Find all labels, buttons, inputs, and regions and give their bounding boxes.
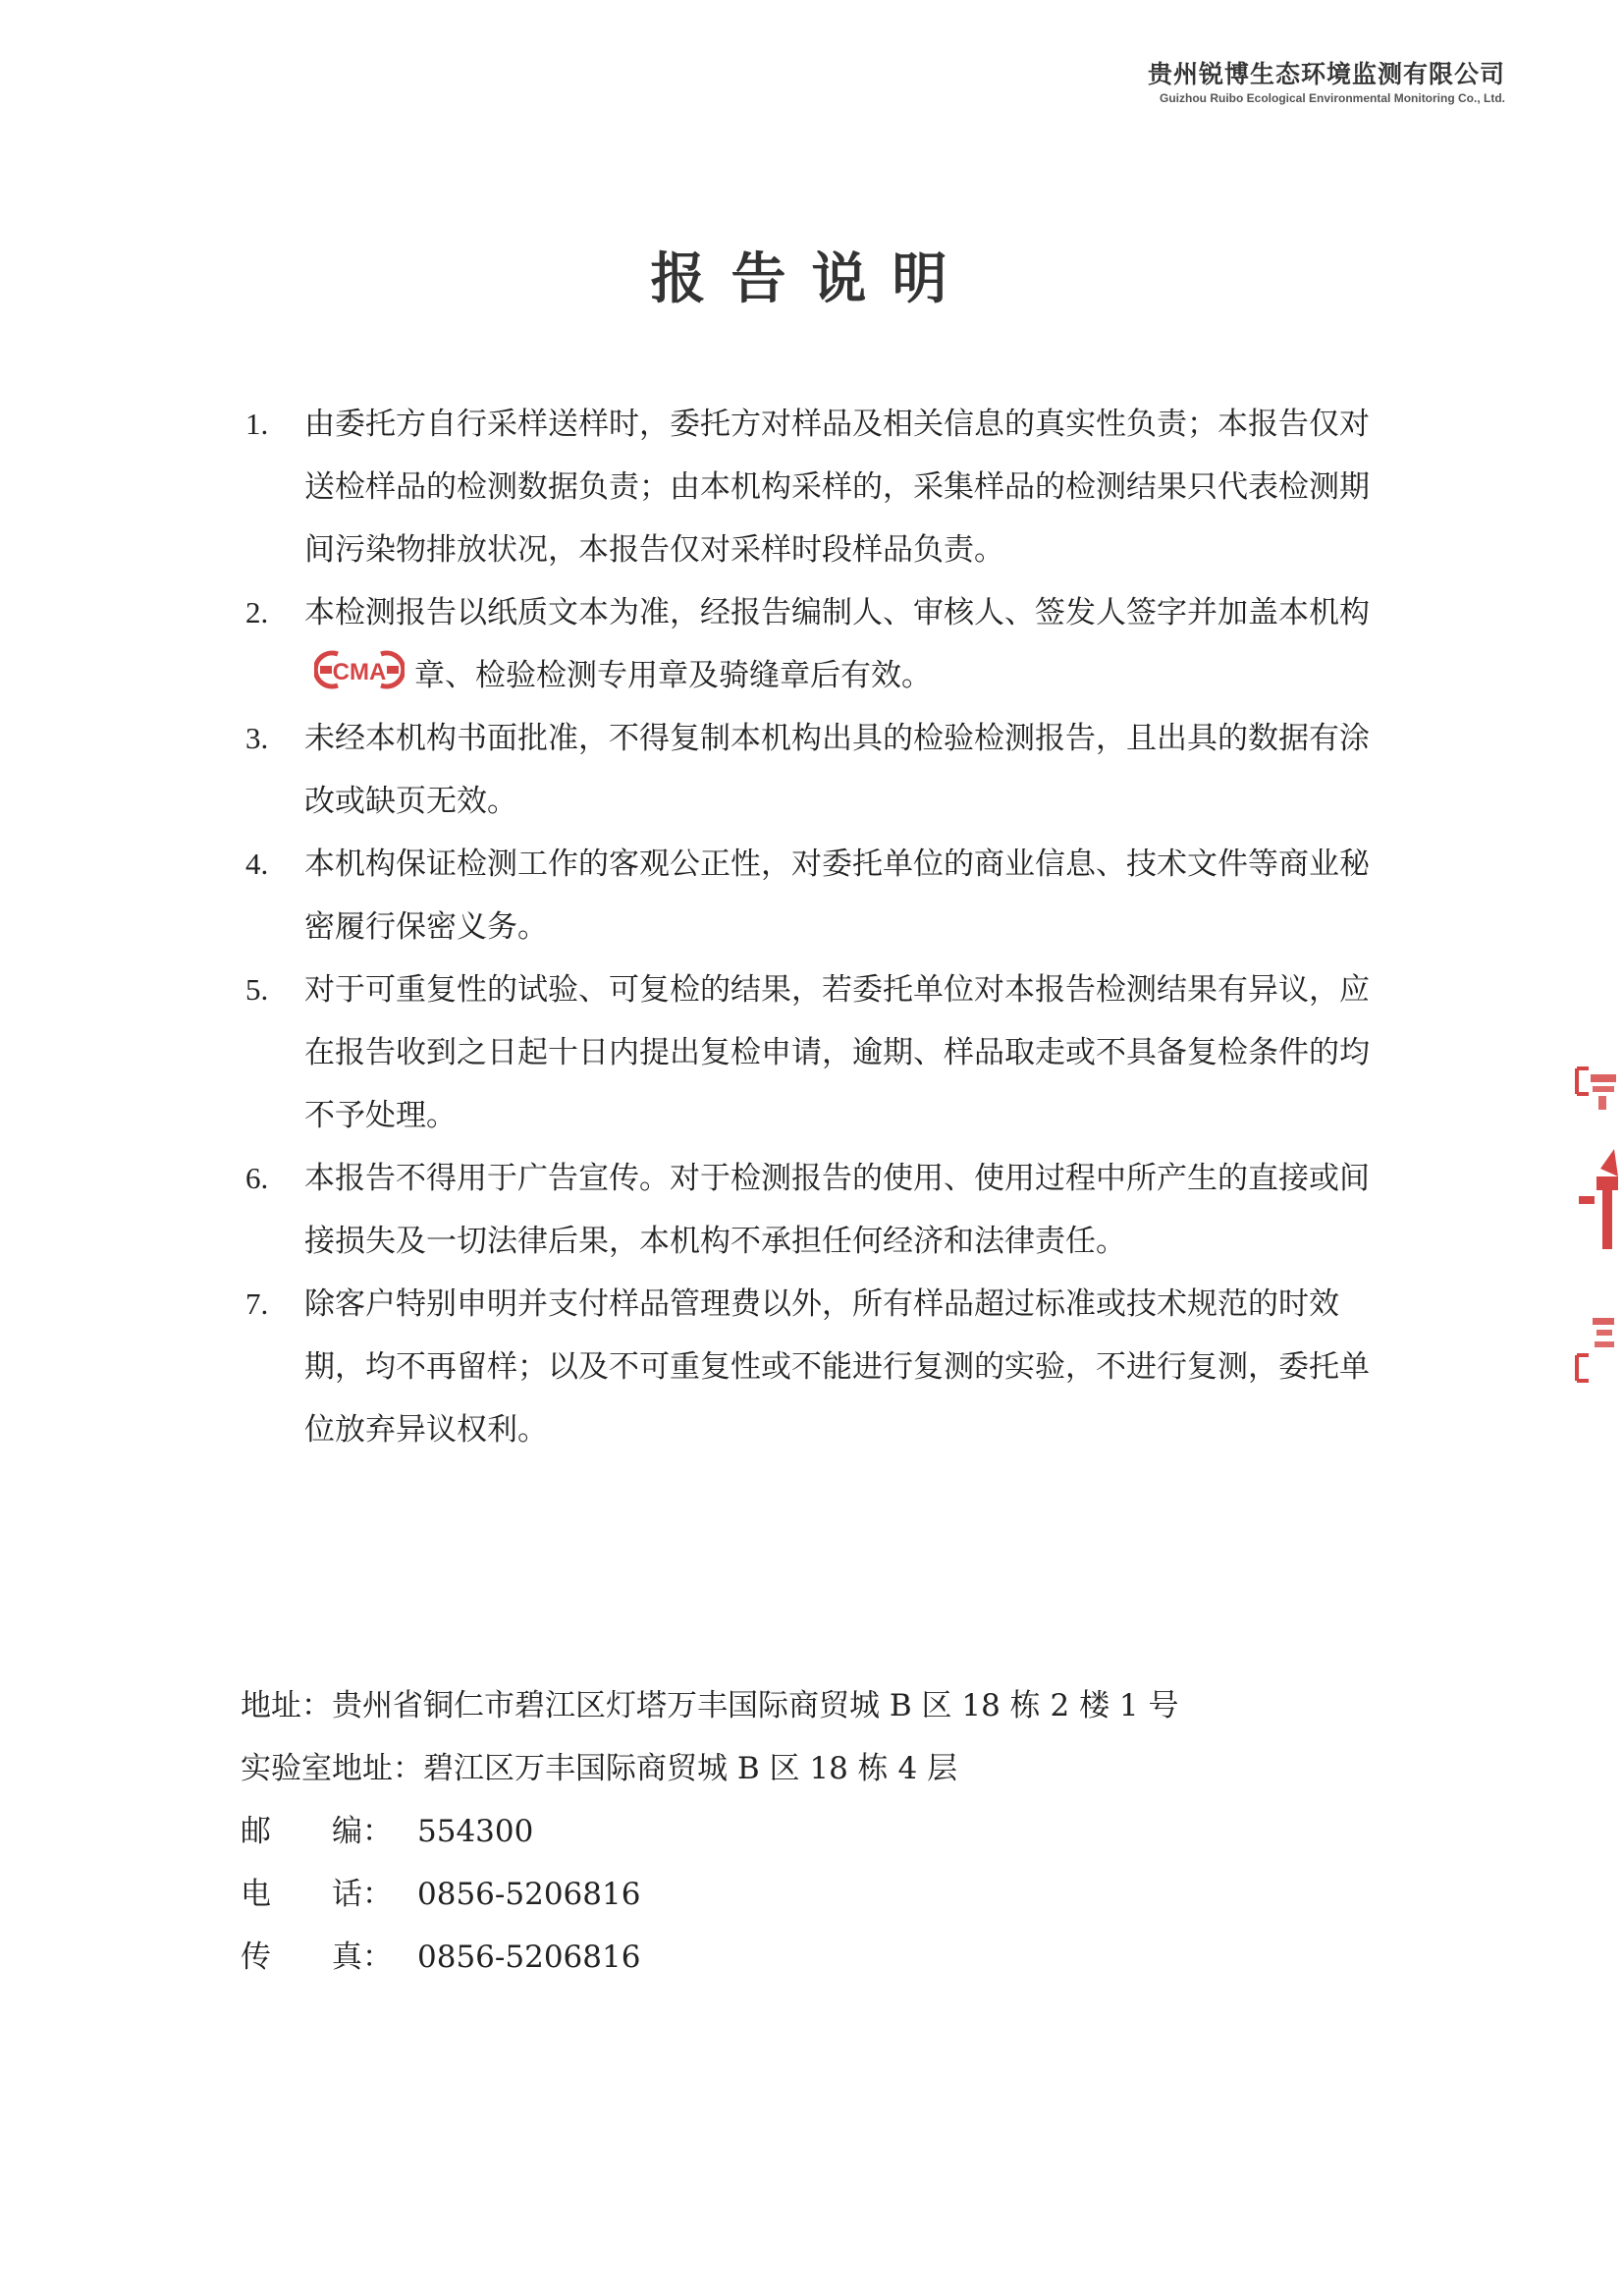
contact-info <box>241 1674 1370 1989</box>
seam-seal-stamp-icon <box>1569 1061 1623 1385</box>
note-number: 7. <box>245 1286 269 1321</box>
postcode-value: 554300 <box>417 1814 534 1849</box>
cma-seal-icon <box>314 648 405 691</box>
note-item-5 <box>245 958 1375 1147</box>
note-item-1 <box>245 393 1375 581</box>
note-text: 除客户特别申明并支付样品管理费以外，所有样品超过标准或技术规范的时效期，均不再留样；以及不可重复性或不能进行复测的实验，不进行复测，委托单位放弃异议权利。 <box>304 1286 1370 1448</box>
note-item-3 <box>245 707 1375 833</box>
note-text: 本检测报告以纸质文本为准，经报告编制人、审核人、签发人签字并加盖本机构 <box>304 595 1370 630</box>
phone-label: 电 话： <box>241 1877 393 1912</box>
postcode-row <box>241 1800 1370 1863</box>
note-text: 本机构保证检测工作的客观公正性，对委托单位的商业信息、技术文件等商业秘密履行保密义务。 <box>304 847 1370 945</box>
note-text: 章、检验检测专用章及骑缝章后有效。 <box>414 658 932 693</box>
report-notes-list <box>245 393 1375 1461</box>
note-number: 1. <box>245 407 269 441</box>
note-item-2 <box>245 581 1375 707</box>
note-number: 6. <box>245 1161 269 1195</box>
note-number: 3. <box>245 721 269 755</box>
note-number: 5. <box>245 972 269 1007</box>
phone-value: 0856-5206816 <box>417 1877 641 1912</box>
company-name-en: Guizhou Ruibo Ecological Environmental Monitoring Co., Ltd. <box>1160 91 1505 105</box>
note-text: 对于可重复性的试验、可复检的结果，若委托单位对本报告检测结果有异议，应在报告收到之日起十日内提出复检申请，逾期、样品取走或不具备复检条件的均不予处理。 <box>304 972 1370 1133</box>
postcode-label: 邮 编： <box>241 1814 393 1849</box>
note-text: 本报告不得用于广告宣传。对于检测报告的使用、使用过程中所产生的直接或间接损失及一切法律后果，本机构不承担任何经济和法律责任。 <box>304 1161 1370 1259</box>
address-label: 地址： <box>241 1688 332 1723</box>
note-number: 4. <box>245 847 269 881</box>
lab-address-value: 碧江区万丰国际商贸城 B 区 18 栋 4 层 <box>423 1751 958 1786</box>
note-number: 2. <box>245 595 269 629</box>
note-item-6 <box>245 1147 1375 1273</box>
note-item-7 <box>245 1273 1375 1461</box>
page-title: 报告说明 <box>650 247 973 311</box>
fax-value: 0856-5206816 <box>417 1940 641 1975</box>
fax-row <box>241 1926 1370 1989</box>
company-name-cn: 贵州锐博生态环境监测有限公司 <box>1147 60 1505 88</box>
note-text: 由委托方自行采样送样时，委托方对样品及相关信息的真实性负责；本报告仅对送检样品的检测数据负责；由本机构采样的，采集样品的检测结果只代表检测期间污染物排放状况，本报告仅对采样时段样品负责。 <box>304 407 1370 568</box>
fax-label: 传 真： <box>241 1940 393 1975</box>
address-value: 贵州省铜仁市碧江区灯塔万丰国际商贸城 B 区 18 栋 2 楼 1 号 <box>332 1688 1179 1723</box>
note-item-4 <box>245 833 1375 958</box>
lab-address-label: 实验室地址： <box>241 1751 423 1786</box>
company-header <box>1148 59 1505 106</box>
note-text: 未经本机构书面批准，不得复制本机构出具的检验检测报告，且出具的数据有涂改或缺页无效。 <box>304 721 1370 819</box>
lab-address-row <box>241 1737 1370 1800</box>
phone-row <box>241 1863 1370 1926</box>
svg-text:CMA: CMA <box>332 659 387 685</box>
address-row <box>241 1674 1370 1737</box>
